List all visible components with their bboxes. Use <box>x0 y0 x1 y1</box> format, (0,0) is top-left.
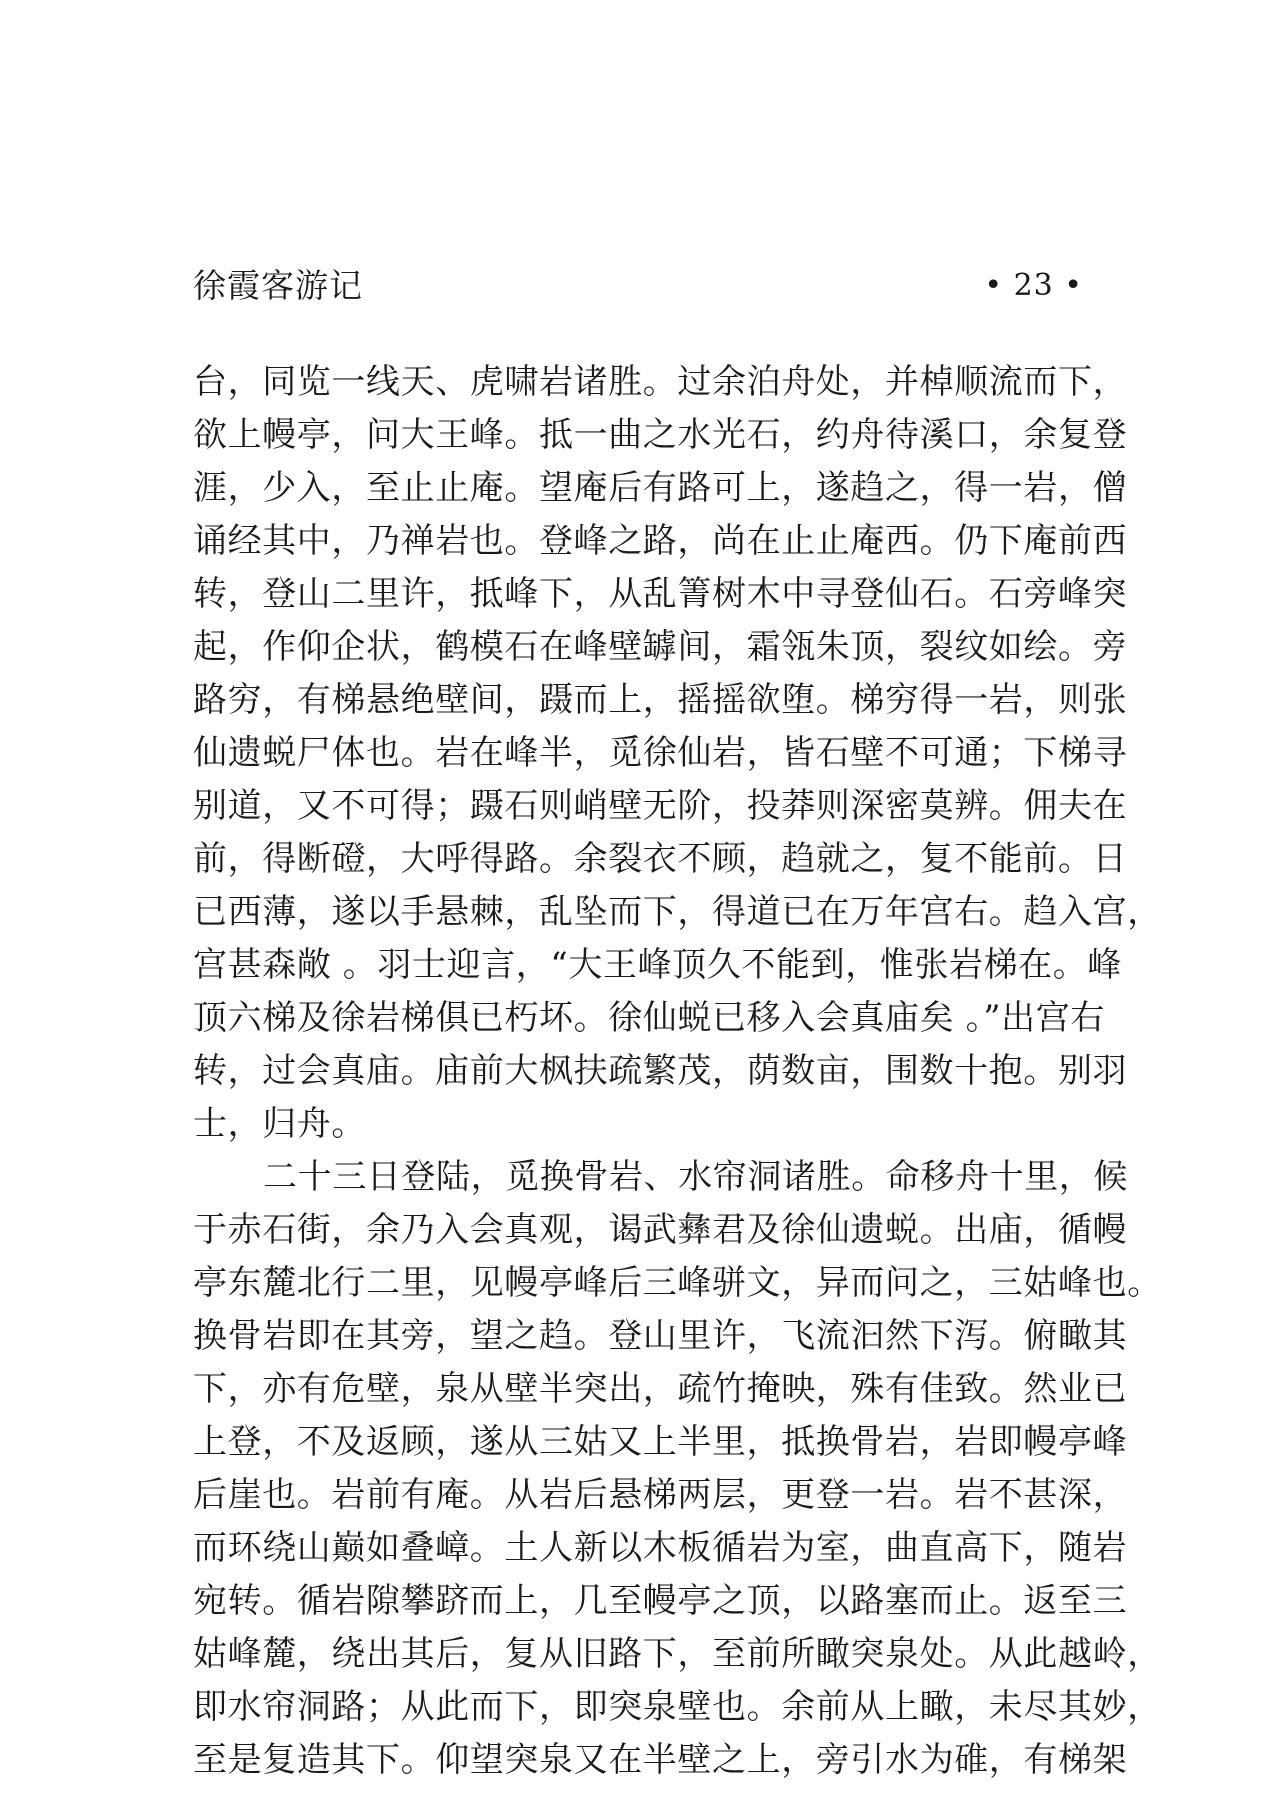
text-line: 即水帘洞路；从此而下，即突泉壁也。余前从上瞰，未尽其妙， <box>193 1687 1162 1727</box>
text-line: 士，归舟。 <box>193 1104 366 1144</box>
text-line: 已西薄，遂以手悬棘，乱坠而下，得道已在万年宫右。趋入宫， <box>193 892 1162 932</box>
text-line: 至是复造其下。仰望突泉又在半壁之上，旁引水为碓，有梯架 <box>193 1740 1128 1780</box>
book-title: 徐霞客游记 <box>193 266 363 305</box>
text-line: 宫甚森敞 。羽士迎言，“大王峰顶久不能到，惟张岩梯在。峰 <box>193 945 1122 985</box>
text-line: 路穷，有梯悬绝壁间，蹑而上，摇摇欲堕。梯穷得一岩，则张 <box>193 680 1128 720</box>
text-line: 涯，少入，至止止庵。望庵后有路可上，遂趋之，得一岩，僧 <box>193 468 1128 508</box>
text-line: 亭东麓北行二里，见幔亭峰后三峰骈文，异而问之，三姑峰也。 <box>193 1263 1162 1303</box>
paragraph-first-line: 二十三日登陆，觅换骨岩、水帘洞诸胜。命移舟十里，候 <box>263 1157 1128 1197</box>
text-line: 欲上幔亭，问大王峰。抵一曲之水光石，约舟待溪口，余复登 <box>193 415 1128 455</box>
text-line: 转，登山二里许，抵峰下，从乱箐树木中寻登仙石。石旁峰突 <box>193 574 1128 614</box>
text-line: 台，同览一线天、虎啸岩诸胜。过余泊舟处，并棹顺流而下， <box>193 362 1128 402</box>
text-line: 姑峰麓，绕出其后，复从旧路下，至前所瞰突泉处。从此越岭， <box>193 1634 1162 1674</box>
text-line: 起，作仰企状，鹤模石在峰壁罅间，霜瓴朱顶，裂纹如绘。旁 <box>193 627 1128 667</box>
text-line: 上登，不及返顾，遂从三姑又上半里，抵换骨岩，岩即幔亭峰 <box>193 1422 1128 1462</box>
text-line: 宛转。循岩隙攀跻而上，几至幔亭之顶，以路塞而止。返至三 <box>193 1581 1128 1621</box>
text-line: 别道，又不可得；蹑石则峭壁无阶，投莽则深密莫辨。佣夫在 <box>193 786 1128 826</box>
text-line: 而环绕山巅如叠嶂。土人新以木板循岩为室，曲直高下，随岩 <box>193 1528 1128 1568</box>
text-line: 后崖也。岩前有庵。从岩后悬梯两层，更登一岩。岩不甚深， <box>193 1475 1128 1515</box>
running-header <box>193 262 1083 310</box>
text-line: 顶六梯及徐岩梯俱已朽坏。徐仙蜕已移入会真庙矣 。”出宫右 <box>193 998 1105 1038</box>
text-line: 换骨岩即在其旁，望之趋。登山里许，飞流汩然下泻。俯瞰其 <box>193 1316 1128 1356</box>
text-line: 下，亦有危壁，泉从壁半突出，疏竹掩映，殊有佳致。然业已 <box>193 1369 1128 1409</box>
text-line: 前，得断磴，大呼得路。余裂衣不顾，趋就之，复不能前。日 <box>193 839 1128 879</box>
text-line: 转，过会真庙。庙前大枫扶疏繁茂，荫数亩，围数十抱。别羽 <box>193 1051 1128 1091</box>
text-line: 于赤石街，余乃入会真观，谒武彝君及徐仙遗蜕。出庙，循幔 <box>193 1210 1128 1250</box>
page-number: • 23 • <box>984 268 1083 303</box>
body-text <box>193 356 1162 1787</box>
text-line: 诵经其中，乃禅岩也。登峰之路，尚在止止庵西。仍下庵前西 <box>193 521 1128 561</box>
text-line: 仙遗蜕尸体也。岩在峰半，觅徐仙岩，皆石壁不可通；下梯寻 <box>193 733 1128 773</box>
